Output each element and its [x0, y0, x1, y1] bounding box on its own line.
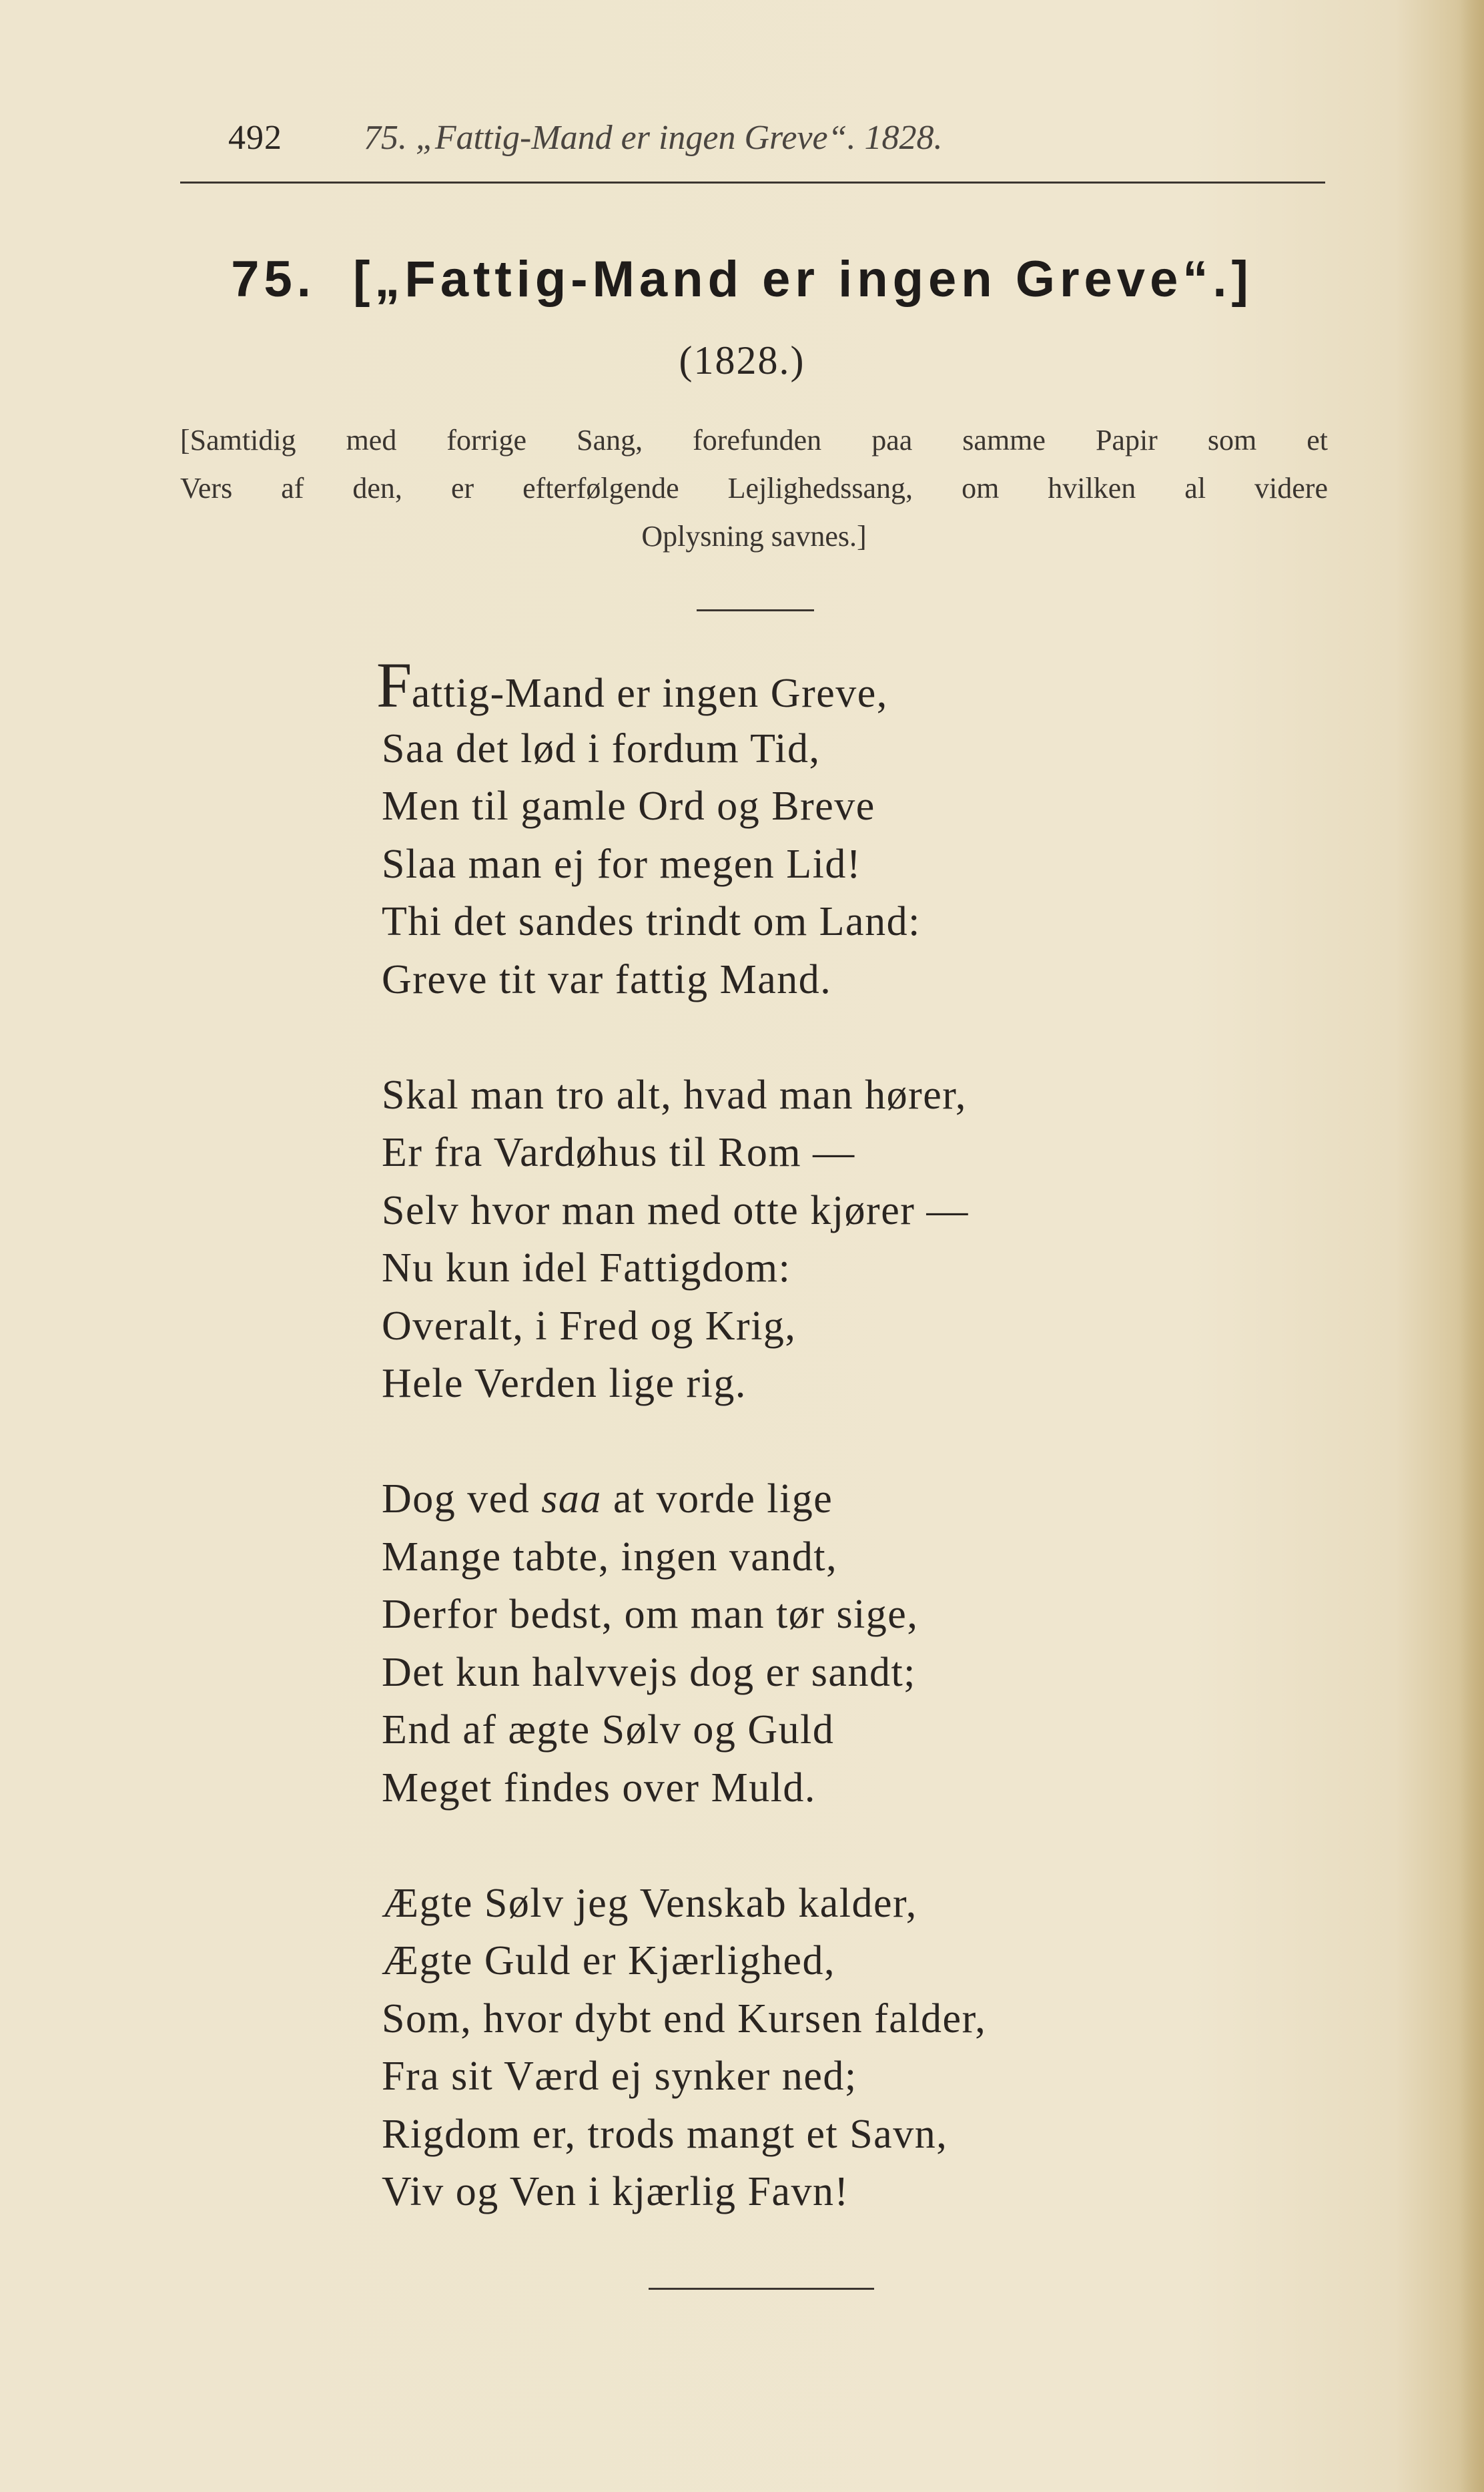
verse-line: Saa det lød i fordum Tid,: [382, 725, 821, 771]
first-line-text: attig-Mand er ingen Greve,: [411, 671, 888, 716]
note-line: [Samtidig med forrige Sang, forefunden paa samme Papir som et: [180, 424, 1328, 456]
running-header: [180, 115, 1328, 162]
note-line: Vers af den, er efterfølgende Lejlighedssang, om hvilken al videre: [180, 472, 1328, 505]
stanza-2: [382, 1066, 1249, 1413]
poem-year: (1828.): [679, 338, 805, 382]
verse-line: Slaa man ej for megen Lid!: [382, 841, 862, 887]
stanza-4: [382, 1875, 1249, 2221]
verse-fragment: Dog ved: [382, 1476, 542, 1522]
poem-heading: [0, 250, 1484, 310]
stanza-3: [382, 1470, 1249, 1817]
verse-line: Det kun halvvejs dog er sandt;: [382, 1649, 916, 1695]
verse-line: Mange tabte, ingen vandt,: [382, 1534, 838, 1580]
editorial-note: [180, 416, 1328, 561]
end-divider: [649, 2288, 874, 2290]
poem-title: [„Fattig-Mand er ingen Greve“.]: [353, 251, 1253, 308]
note-line: Oplysning savnes.]: [641, 520, 867, 553]
poem-body: [376, 649, 1249, 2221]
verse-line: Greve tit var fattig Mand.: [382, 956, 832, 1002]
verse-line: Skal man tro alt, hvad man hører,: [382, 1072, 967, 1118]
verse-line: Viv og Ven i kjærlig Favn!: [382, 2169, 849, 2214]
verse-line: Er fra Vardøhus til Rom —: [382, 1130, 855, 1175]
header-rule: [180, 182, 1325, 184]
verse-line: Selv hvor man med otte kjører —: [382, 1187, 969, 1233]
verse-line: Overalt, i Fred og Krig,: [382, 1303, 797, 1349]
verse-line: Men til gamle Ord og Breve: [382, 784, 875, 829]
verse-fragment: at vorde lige: [601, 1476, 833, 1522]
page-number: 492: [228, 119, 282, 157]
verse-line: Ægte Guld er Kjærlighed,: [382, 1938, 836, 1983]
section-divider: [697, 609, 814, 611]
verse-line: End af ægte Sølv og Guld: [382, 1707, 835, 1753]
poem-number: 75.: [231, 251, 316, 308]
verse-line: Som, hvor dybt end Kursen falder,: [382, 1995, 987, 2042]
verse-line: Ægte Sølv jeg Venskab kalder,: [382, 1880, 917, 1926]
verse-line: Rigdom er, trods mangt et Savn,: [382, 2111, 948, 2157]
verse-line: Meget findes over Muld.: [382, 1765, 816, 1811]
stanza-1: [376, 649, 1249, 1008]
verse-line: Thi det sandes trindt om Land:: [382, 899, 921, 944]
verse-line: Fra sit Værd ej synker ned;: [382, 2054, 857, 2099]
running-title: 75. „Fattig-Mand er ingen Greve“. 1828.: [364, 119, 943, 157]
verse-line: Nu kun idel Fattigdom:: [382, 1245, 791, 1291]
verse-line: [376, 649, 1249, 721]
verse-line: Hele Verden lige rig.: [382, 1361, 747, 1406]
drop-cap: F: [376, 649, 413, 721]
verse-italic-fragment: saa: [541, 1476, 602, 1522]
verse-line: [382, 1470, 1249, 1528]
verse-line: Derfor bedst, om man tør sige,: [382, 1592, 919, 1637]
